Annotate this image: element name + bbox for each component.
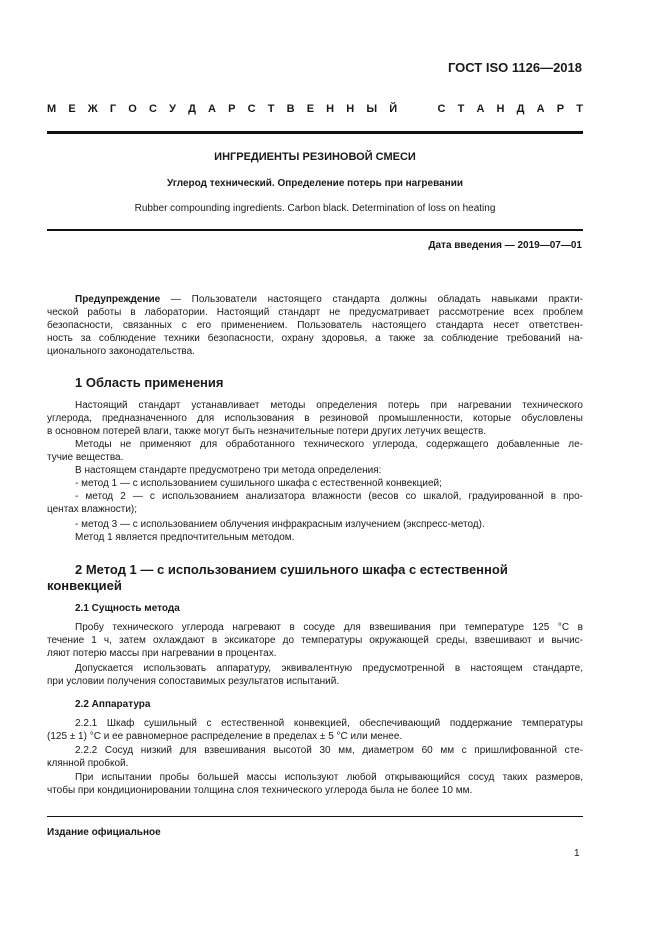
banner-letter: Н bbox=[346, 103, 355, 115]
warning-line bbox=[47, 293, 583, 306]
document-subtitle: Углерод технический. Определение потерь при нагревании bbox=[166, 178, 463, 189]
banner-letter: Н bbox=[496, 103, 505, 115]
list-item: - метод 2 — с использованием анализатора влажности (весов со шкалой, градуированной в про- bbox=[75, 491, 583, 502]
section-1-line: В настоящем стандарте предусмотрено три метода определения: bbox=[75, 465, 382, 476]
warning-line: ность за соблюдение техники безопасности, охрану здоровья, а также за соблюдение требований на- bbox=[47, 333, 583, 344]
section-1-line: углерода, предназначенного для использования в резиновой промышленности, которые обусловлены bbox=[47, 413, 583, 424]
banner-letter: Ы bbox=[366, 103, 378, 115]
subsection-line: клянной пробкой. bbox=[47, 758, 129, 769]
banner-letter: С bbox=[148, 103, 157, 115]
subsection-line: Пробу технического углерода нагревают в сосуде для взвешивания при температуре 125 °С в bbox=[75, 622, 583, 633]
subsection-2-2-heading: 2.2 Аппаратура bbox=[75, 699, 151, 710]
banner-letter: Р bbox=[556, 103, 565, 115]
document-title: ИНГРЕДИЕНТЫ РЕЗИНОВОЙ СМЕСИ bbox=[214, 151, 416, 163]
banner-letter: О bbox=[128, 103, 137, 115]
section-1-line: Методы не применяют для обработанного технического углерода, содержащего добавленные ле- bbox=[75, 439, 583, 450]
section-2-heading: 2 Метод 1 — с использованием сушильного шкафа с естественной bbox=[75, 562, 508, 577]
banner-letter: Е bbox=[306, 103, 315, 115]
warning-line: ческой работы в лаборатории. Настоящий стандарт не предусматривает рассмотрение всех проблем bbox=[47, 307, 583, 318]
subsection-line: Допускается использовать аппаратуру, эквивалентную предусмотренной в настоящем стандарте, bbox=[75, 663, 583, 674]
section-1-line: в основном потерей влаги, также могут быть незначительные потери других летучих веществ. bbox=[47, 426, 487, 437]
banner-letter: М bbox=[47, 103, 57, 115]
footer-rule bbox=[47, 816, 583, 817]
list-item: - метод 3 — с использованием облучения инфракрасным излучением (экспресс-метод). bbox=[75, 519, 485, 530]
page-number: 1 bbox=[574, 848, 580, 859]
title-rule bbox=[47, 229, 583, 231]
english-title: Rubber compounding ingredients. Carbon black. Determination of loss on heating bbox=[134, 203, 496, 214]
standard-type-banner bbox=[47, 103, 583, 115]
banner-letter: Н bbox=[326, 103, 335, 115]
warning-lead: Предупреждение bbox=[75, 294, 161, 305]
banner-letter: А bbox=[208, 103, 216, 115]
subsection-line: 2.2.1 Шкаф сушильный с естественной конвекцией, обеспечивающий поддержание температуры bbox=[75, 718, 583, 729]
banner-letter: А bbox=[476, 103, 485, 115]
banner-letter: С bbox=[247, 103, 256, 115]
banner-letter: В bbox=[286, 103, 295, 115]
section-1-line: Метод 1 является предпочтительным методом. bbox=[75, 532, 295, 543]
section-1-line: тучие вещества. bbox=[47, 452, 124, 463]
banner-letter: Ж bbox=[87, 103, 98, 115]
subsection-line: ляют потерю массы при нагревании в процентах. bbox=[47, 648, 277, 659]
subsection-2-1-heading: 2.1 Сущность метода bbox=[75, 603, 180, 614]
banner-letter: Д bbox=[516, 103, 525, 115]
banner-letter: Т bbox=[267, 103, 275, 115]
banner-letter: Р bbox=[228, 103, 236, 115]
subsection-line: При испытании пробы большей массы используют любой открывающийся сосуд таких размеров, bbox=[75, 772, 583, 783]
section-2-heading-cont: конвекцией bbox=[47, 578, 122, 593]
list-item: центах влажности); bbox=[47, 504, 138, 515]
subsection-line: течение 1 ч, затем охлаждают в эксикаторе до температуры окружающей среды, взвешивают и вычис- bbox=[47, 635, 583, 646]
banner-letter: Т bbox=[576, 103, 583, 115]
warning-text: — Пользователи настоящего стандарта должны обладать навыками практи- bbox=[160, 294, 583, 305]
introduction-date: Дата введения — 2019—07—01 bbox=[428, 240, 582, 251]
edition-label: Издание официальное bbox=[47, 827, 161, 838]
subsection-line: при условии получения сопоставимых результатов испытаний. bbox=[47, 676, 340, 687]
banner-letter: Г bbox=[109, 103, 117, 115]
standard-code: ГОСТ ISO 1126—2018 bbox=[447, 60, 582, 75]
banner-letter: Д bbox=[188, 103, 196, 115]
list-item: - метод 1 — с использованием сушильного шкафа с естественной конвекцией; bbox=[75, 478, 442, 489]
banner-letter: А bbox=[536, 103, 545, 115]
banner-letter: Й bbox=[389, 103, 398, 115]
banner-letter: Е bbox=[68, 103, 76, 115]
subsection-line: 2.2.2 Сосуд низкий для взвешивания высотой 30 мм, диаметром 60 мм с пришлифованной сте- bbox=[75, 745, 583, 756]
warning-line: безопасности, связанных с его применением. Пользователь настоящего стандарта несет ответствен- bbox=[47, 320, 583, 331]
banner-gap bbox=[409, 103, 425, 115]
banner-letter: С bbox=[437, 103, 446, 115]
subsection-line: (125 ± 1) °С и ее равномерное распределение в пределах ± 5 °С или менее. bbox=[47, 731, 403, 742]
top-rule bbox=[47, 131, 583, 134]
warning-line: ционального законодательства. bbox=[47, 346, 195, 357]
banner-letter: Т bbox=[457, 103, 465, 115]
section-1-heading: 1 Область применения bbox=[75, 375, 224, 390]
subsection-line: чтобы при кондиционировании толщина слоя технического углерода была не более 10 мм. bbox=[47, 785, 473, 796]
section-1-line: Настоящий стандарт устанавливает методы определения потерь при нагревании технического bbox=[75, 400, 583, 411]
banner-letter: У bbox=[169, 103, 176, 115]
